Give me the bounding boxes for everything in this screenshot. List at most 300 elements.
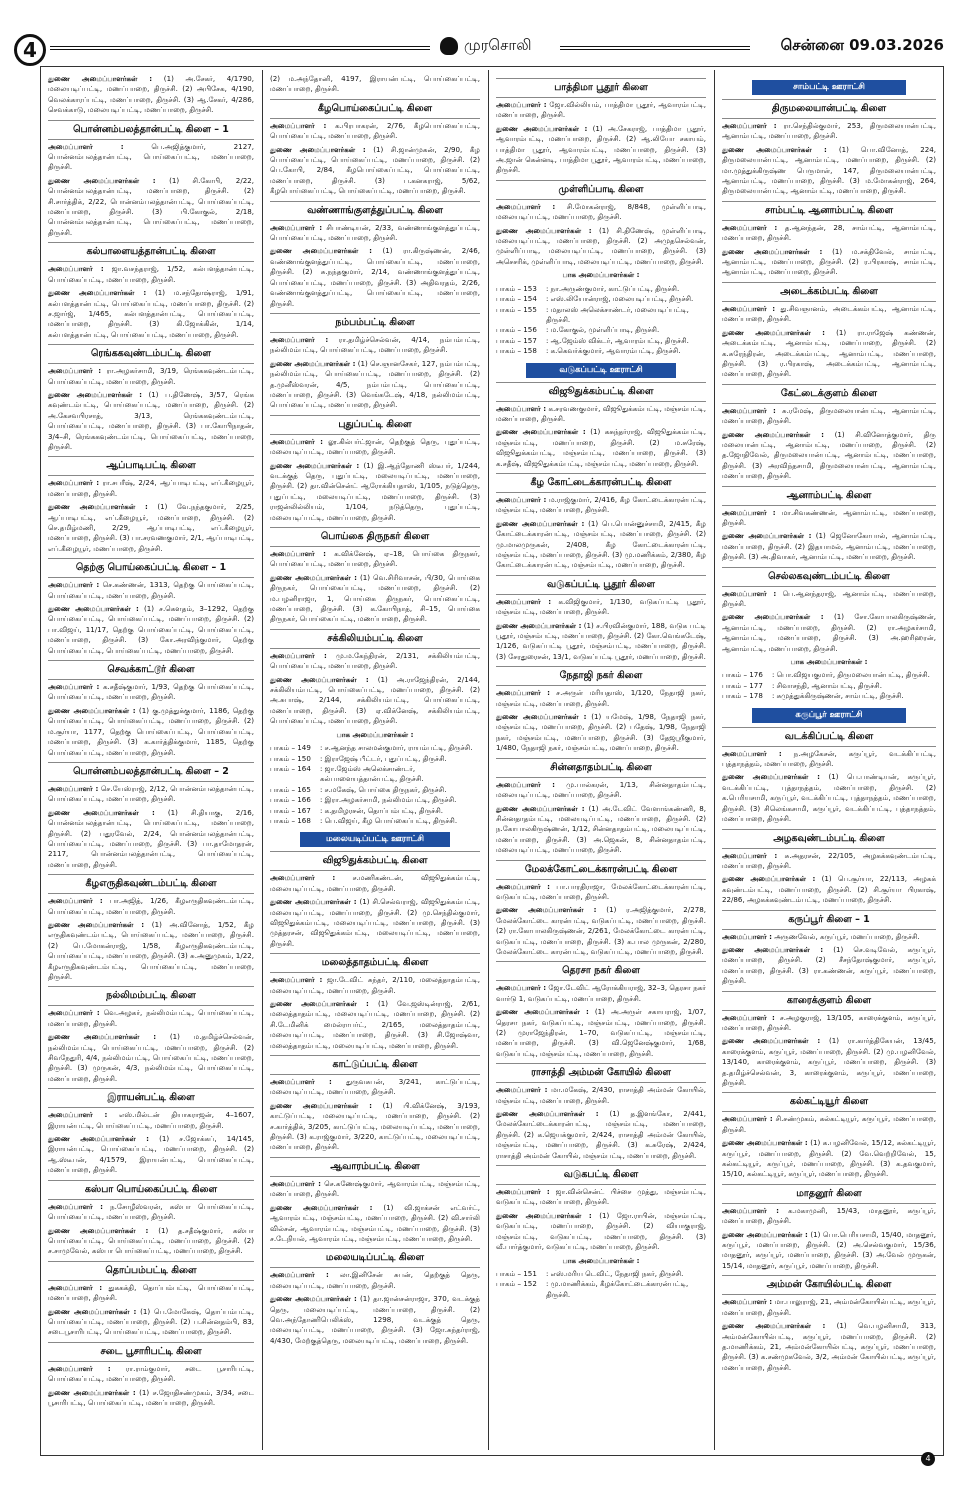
role-label: துணை அமைப்பாளர்கள் : [722,772,820,782]
branch-heading: தொப்பம்பட்டி கிளை [48,1261,254,1281]
member-entry [270,1179,480,1200]
branch-heading: ரெங்ககவுண்டம்பட்டி கிளை [48,344,254,364]
branch-heading: பாத்திமா பூதூர் கிளை [496,78,706,98]
member-entry [722,1297,936,1318]
member-text: (2) ம.அந்தோனி, 4197, இராயன்பட்டி, பொய்கைப்பட்டி, மணப்பாறை, திருச்சி. [270,74,480,94]
member-text: த.ஆனந்தன், 28, சாம்பட்டி, ஆனாம்பட்டி, மணப்பாறை, திருச்சி. [722,222,936,243]
branch-heading: மலைத்தாதம்பட்டி கிளை [270,953,480,973]
member-text: (1) வி.ஜாக்சன் எட்வர்ட், ஆவாரம்பட்டி, மஞ்சம்பட்டி, மணப்பாறை, திருச்சி. (2) வி.சார்லி வில்சன், ஆவாரம்பட்டி, மஞ்சம்பட்டி, மணப்பாறை, திருச்சி. (3) ச.டேநியல், ஆவாரம்பட்டி, மஞ்சம்பட்டி, மணப்பாறை, திருச்சி. [270,1202,480,1243]
role-label: அமைப்பாளர் : [270,1077,332,1087]
role-label: துணை அமைப்பாளர்கள் : [722,1036,821,1046]
role-label: அமைப்பாளர் : [722,1205,779,1215]
role-label: அமைப்பாளர் : [48,1363,111,1373]
branch-heading: பொய்கை திருநகர் கிளை [270,527,480,547]
role-label: அமைப்பாளர் : [496,403,547,413]
member-text: (1) பி.விக்னேஷ், 3/193, காட்டுப்பட்டி, மலையடிப்பட்டி, மணப்பாறை, திருச்சி. (2) ச.கார்த்திக், 3/205, காட்டுப்பட்டி, மலையடிப்பட்டி, மணப்பாறை, திருச்சி. (3) க.ராஜ்குமார், 3/220, காட்டுப்பட்டி, மலையடிப்பட்டி, மணப்பாறை, திருச்சி. [270,1100,480,1152]
member-entry [496,1109,706,1161]
member-entry [270,1203,480,1245]
member-entry [270,121,480,142]
role-label: அமைப்பாளர் : [48,1201,103,1211]
member-entry [496,983,706,1004]
member-entry [270,999,480,1051]
booth-list [496,284,706,357]
role-label: அமைப்பாளர் : [722,1114,773,1124]
role-label: அமைப்பாளர் : [270,873,336,883]
booth-list [496,1269,706,1300]
column-3 [490,70,712,1450]
member-text: ஜோ.டேவிட் ஆரோக்கியராஜ், 32–3, தெரசா நகர் வார்டு 1, வடுகப்பட்டி, மணப்பாறை, திருச்சி. [496,983,707,1003]
member-text: (1) ச.கௌதம், 3–1292, தெற்கு பொய்கைப்பட்டி, பொய்கைப்பட்டி, மணப்பாறை, திருச்சி. (2) பா.விஜய், 11/17, தெற்கு பொய்கைப்பட்டி, பொய்கைப்பட்டி, மணப்பாறை, திருச்சி. (3) கோ.அரவிந்குமார், தெற்கு பொய்கைப்பட்டி, பொய்கைப்பட்டி, மணப்பாறை, திருச்சி. [48,604,254,655]
role-label: துணை அமைப்பாளர்கள் : [48,74,153,83]
booth-list [270,743,480,826]
role-label: அமைப்பாளர் : [722,1012,775,1022]
booth-member: : எஸ்.லியோன்ராஜ், மலையடிப்பட்டி, திருச்சி. [546,294,694,304]
page-number-badge: 4 [14,34,46,66]
member-text: லா.இனிசேன் சுபன், தெற்குத் தெரு, மலையடிப்பட்டி, மணப்பாறை, திருச்சி. [270,1270,480,1290]
member-text: (1) ரா.ராஜேஷ் கண்ணன், அடைக்கம்பட்டி, ஆனாம்பட்டி, மணப்பாறை, திருச்சி. (2) க.சுரேந்திரன், அடைக்கம்பட்டி, ஆனாம்பட்டி, மணப்பாறை, திருச்சி. (3) ர.பிரகாஷ், அடைக்கம்பட்டி, ஆனாம்பட்டி, மணப்பாறை, திருச்சி. [722,327,937,379]
role-label: துணை அமைப்பாளர்கள் : [270,897,357,907]
branch-heading: கேட்டைக்குளம் கிளை [722,384,936,404]
member-entry [270,1101,480,1153]
member-text: செ.கண்ணன், 1313, தெற்கு பொய்கைப்பட்டி, பொய்கைப்பட்டி, மணப்பாறை, திருச்சி. [48,580,254,600]
role-label: துணை அமைப்பாளர்கள் : [496,1007,589,1017]
section-subheading: பாக அமைப்பாளர்கள் : [562,1255,640,1265]
role-label: அமைப்பாளர் : [48,1008,100,1018]
member-entry [270,873,480,894]
member-text: (1) அ.சேகராஜ், பாத்திமா பூதூர், ஆவாரம்பட்டி, மணப்பாறை, திருச்சி. (2) ஆ.லியோ சகாயம், பாத்திமா பூதூர், ஆவாரம்பட்டி, மணப்பாறை, திருச்சி. (3) அ.ஜான் கென்னடி, பாத்திமா பூதூர், ஆவாரம்பட்டி, மணப்பாறை, திருச்சி. [496,123,706,175]
branch-heading: செல்லகவுண்டம்பட்டி கிளை [722,567,936,587]
member-entry [496,882,706,903]
member-entry [496,712,706,754]
member-text: ச.அருள் மரியதாஸ், 1/120, நேதாஜி நகர், மஞ்சம்பட்டி, மணப்பாறை, திருச்சி. [496,688,706,708]
role-label: துணை அமைப்பாளர்கள் : [48,807,155,817]
role-label: துணை அமைப்பாளர்கள் : [48,705,136,715]
member-text: (1) வெ.பழனிசாமி, 313, அம்மன்கோயில்பட்டி, கருப்பூர், மணப்பாறை, திருச்சி. (2) த.மாணிக்கம், 21, அம்மன்கோயில்பட்டி, கருப்பூர், மணப்பாறை, திருச்சி. (3) க.சண்முகவேல், 3/2, அம்மன் கோயில்பட்டி, கருப்பூர், மணப்பாறை, திருச்சி. [722,1321,936,1372]
branch-heading: ஆப்பாடிபட்டி கிளை [48,456,254,476]
member-text: ஜா.வின்சென்ட் பிச்சை முத்து, மஞ்சம்பட்டி, வடுகப்பட்டி, மணப்பாறை, திருச்சி. [496,1187,706,1207]
role-label: துணை அமைப்பாளர்கள் : [270,144,366,154]
member-text: சு.ரமேஷ், திருமலையான்பட்டி, ஆனாம்பட்டி, மணப்பாறை, திருச்சி. [722,405,936,426]
member-entry [270,437,480,458]
member-entry [270,1077,480,1098]
member-entry [496,621,706,663]
booth-row [722,670,936,680]
member-text: (1) பெ.பொன்னுச்சாமி, 2/415, கீழ கோட்டைக்காரன்பட்டி, மஞ்சம்பட்டி, மணப்பாறை, திருச்சி. (2) மு.மாலமுருகன், 2/408, கீழ கோட்டைக்காரன்பட்டி, மஞ்சம்பட்டி, மணப்பாறை, திருச்சி. (3) மு.மணிக்கம், 2/380, கீழ கோட்டைக்காரன்பட்டி, மஞ்சம்பட்டி, மணப்பாறை, திருச்சி. [496,518,706,570]
member-entry [48,478,254,499]
member-text: ரா.ராம்குமார், சடை பூசாரிபட்டி, பொய்கைப்பட்டி, மணப்பாறை, திருச்சி. [48,1363,254,1384]
member-entry [722,772,936,824]
member-text: க.விஜிகுமார், 1/130, வடுகப்பட்டி பூதூர், மஞ்சம்பட்டி, மணப்பாறை, திருச்சி. [496,596,706,617]
member-text: (1) த.சதீஷ்குமார், கஸ்பா பொய்கைப்பட்டி, பொய்கைப்பட்டி, மணப்பாறை, திருச்சி. (2) ச.சாமுவேல், கஸ்பா பொய்கைப்பட்டி, மணப்பாறை, திருச்சி. [48,1225,255,1256]
member-entry [496,226,706,268]
member-text: (1) ச.ஜோதிசண்முகம், 3/34, சடை பூசாரிபட்டி, பொய்கைப்பட்டி, மணப்பாறை, திருச்சி. [48,1387,254,1407]
footer-page-number: 4 [921,1452,935,1466]
member-text: சிபாண்டியன், 2/33, வண்ணாங்குளத்துப்பட்டி, பொய்கைப்பட்டி, மணப்பாறை, திருச்சி. [270,222,480,243]
role-label: துணை அமைப்பாளர்கள் : [722,1229,808,1239]
role-label: துணை அமைப்பாளர்கள் : [722,874,816,884]
member-entry [270,359,480,411]
role-label: துணை அமைப்பாளர்கள் : [270,460,360,470]
booth-row [496,1269,706,1279]
role-label: துணை அமைப்பாளர்கள் : [48,502,148,512]
member-text: (1) இ.ஆந்தோணி ஸ்டீபர், 1/244, வடக்குத் தெரு, புதுப்பட்டி, மலையடிப்பட்டி, மணப்பாறை, திருச்சி. (2) தா.வின்சென்ட் ஆரோக்கியதாஸ், 1/105, நடுத்தெரு, புதுப்பட்டி, மலையடிப்பட்டி, மணப்பாறை, திருச்சி. (3) ராஜன்லில்லியம், 1/104, நடுத்தெரு, புதுப்பட்டி, மலையடிப்பட்டி, மணப்பாறை, திருச்சி. [270,460,480,522]
member-entry [48,1110,254,1131]
branch-heading: தெற்கு பொய்கைப்பட்டி கிளை – 1 [48,558,254,578]
booth-number: பாகம் – 154 [496,294,537,304]
member-text: வெ.அழகர், நல்லிமம்பட்டி, பொய்கைப்பட்டி, மணப்பாறை, திருச்சி. [48,1008,255,1028]
role-label: அமைப்பாளர் : [270,222,323,232]
member-entry [270,1294,480,1346]
booth-member: : ச.ஆனந்த சாலமன்குமார், ராயம்பட்டி, திருச்சி. [320,743,473,753]
booth-row [496,284,706,294]
role-label: அமைப்பாளர் : [270,549,326,558]
role-label: அமைப்பாளர் : [722,507,776,517]
branch-heading: பொன்னம்பலத்தான்பட்டி கிளை – 2 [48,762,254,782]
member-entry [270,897,480,949]
member-text: செ.கணேஷ்குமார், ஆவாரம்பட்டி, மஞ்சம்பட்டி, மணப்பாறை, திருச்சி. [270,1178,480,1199]
member-text: ச.அழகுராஜ், 13/105, காரைக்குளம், கருப்பூர், மணப்பாறை, திருச்சி. [722,1012,936,1032]
member-entry [722,328,936,380]
member-entry [270,651,480,672]
member-entry [722,1114,936,1135]
branch-heading: சின்னதாதம்பட்டி கிளை [496,758,706,778]
member-entry [270,223,480,244]
role-label: அமைப்பாளர் : [722,121,777,130]
member-text: (1) பொ.பெரியசாமி, 15/40, மாதனூர், கருப்பூர், மணப்பாறை, திருச்சி. (2) அ.செல்வகுமார், 15/36, மாதனூர், கருப்பூர், மணப்பாறை, திருச்சி. (3) அ.வேல் முருகன், 15/14, மாதனூர், கருப்பூர், மணப்பாறை, திருச்சி. [722,1229,936,1270]
role-label: துணை அமைப்பாளர்கள் : [722,429,824,439]
member-text: ஜா.டேவிட் சுந்தர், 2/110, மலைத்தாதம்பட்டி, மலையடிப்பட்டி, மணப்பாறை, திருச்சி. [270,975,480,995]
role-label: துணை அமைப்பாளர்கள் : [270,1202,373,1212]
member-entry [48,1202,254,1223]
branch-heading: சக்கிலியம்பட்டி கிளை [270,629,480,649]
member-text: (1) ஜெனோகோபால், ஆனாம்பட்டி, மணப்பாறை, திருச்சி. (2) இதயாமல், ஆனாம்பட்டி, மணப்பாறை, திருச்சி. (3) அ.திவாகர், ஆனாம்பட்டி, மணப்பாறை, திருச்சி. [722,531,936,562]
member-text: (1) அ.ராஜேந்திரன், 2/144, சக்கிலியம்பட்டி, பொய்கைப்பட்டி, மணப்பாறை, திருச்சி. (2) அ.சுபாஷ், 2/144, சக்கிலியம்பட்டி, பொய்கைப்பட்டி, மணப்பாறை, திருச்சி. (3) ஏ.விக்னேஷ், சக்கிலியம்பட்டி, பொய்கைப்பட்டி, மணப்பாறை, திருச்சி. [270,674,480,726]
member-text: து.சிவஞானம், அடைக்கம்பட்டி, ஆனாம்பட்டி, மணப்பாறை, திருச்சி. [722,303,936,324]
brand [440,36,532,56]
member-text: சி.சண்முகம், கல்கட்டியூர், கருப்பூர், மணப்பாறை, திருச்சி. [722,1114,936,1134]
member-text: (1) ரா.கார்த்திகேயன், 13/45, காரைக்குளம், கருப்பூர், மணப்பாறை, திருச்சி. (2) மு.பழனிவேல், 13/140, காரைக்குளம், கருப்பூர், மணப்பாறை, திருச்சி. (3) த.தமிழ்ச்செல்வன், 3, காரைக்குளம், கருப்பூர், மணப்பாறை, திருச்சி. [722,1036,936,1087]
member-text: (1) யமேஷ், 1/98, நேதாஜி நகர், மஞ்சம்பட்டி, மணப்பாறை, திருச்சி. (2) பதேஷ், 1/98, நேதாஜி நகர், மஞ்சம்பட்டி, மணப்பாறை, திருச்சி. (3) தேஜஸ்ரீகுமார், 1/480, நேதாஜி நகர், மஞ்சம்பட்டி, மணப்பாறை, திருச்சி. [496,712,707,753]
member-entry [270,1270,480,1291]
booth-number: பாகம் – 166 [270,795,311,805]
member-text: பெ.ஆனந்தராஜ், ஆனாம்பட்டி, மணப்பாறை, திருச்சி. [722,588,937,608]
member-text: ம.ராஜ்குமார், 2/416, கீழ கோட்டைக்காரன்பட்டி, மஞ்சம்பட்டி, மணப்பாறை, திருச்சி. [496,494,706,515]
branch-heading: வடுகப்பட்டி பூதூர் கிளை [496,575,706,595]
member-text: எஸ்.மில்டன் தியாகராஜன், 4–1607, இராயன்பட்டி, பொய்கைப்பட்டி, மணப்பாறை, திருச்சி. [48,1110,254,1130]
booth-row [270,816,480,826]
booth-member: : சிவாசந்தி, ஆனாம்பட்டி, திருச்சி. [772,680,882,690]
role-label: அமைப்பாளர் : [48,896,103,906]
booth-number: பாகம் – 149 [270,743,311,753]
role-label: அமைப்பாளர் : [722,588,777,598]
role-label: துணை அமைப்பாளர்கள் : [722,944,824,954]
member-entry [496,597,706,618]
booth-member: : க.கெவர்க்குமார், ஆவாரம்பட்டி, திருச்சி. [546,346,681,356]
member-entry [48,1032,254,1084]
branch-heading: புதுப்பட்டி கிளை [270,415,480,435]
member-entry [722,1206,936,1227]
branch-heading: மேலக்கோட்டைக்காரன்பட்டி கிளை [496,860,706,880]
member-entry [48,1307,254,1338]
booth-member: : இரா.அழகர்சாமி, நல்லிமம்பட்டி, திருச்சி. [320,795,457,805]
role-label: அமைப்பாளர் : [722,931,772,941]
rising-sun-logo-icon [440,37,458,55]
member-text: (1) சோ.கோபாலகிருஷ்ணன், ஆனாம்பட்டி, மணப்பாறை, திருச்சி. (2) ரா.அழகர்சாமி, ஆனாம்பட்டி, மணப்பாறை, திருச்சி. (3) அ.ஹரிஹரன், ஆனாம்பட்டி, மணப்பாறை, திருச்சி. [722,612,936,653]
role-label: அமைப்பாளர் : [496,983,547,993]
booth-row [270,743,480,753]
branch-heading: தெரசா நகர் கிளை [496,961,706,981]
member-entry [270,461,480,523]
member-text: மு.ம.கேந்திரன், 2/131, சக்கிலியம்பட்டி, பொய்கைப்பட்டி, மணப்பாறை, திருச்சி. [270,650,480,671]
branch-heading: மாதனூர் கிளை [722,1184,936,1204]
branch-heading: கீழபொய்கைப்பட்டி கிளை [270,99,480,119]
role-label: துணை அமைப்பாளர்கள் : [722,246,823,256]
panchayat-heading: கருப்பூர் ஊராட்சி [752,708,906,723]
booth-row [270,785,480,795]
role-label: துணை அமைப்பாளர்கள் : [48,604,139,614]
member-text: (1) க.பழனிவேல், 15/12, கல்கட்டியூர், கருப்பூர், மணப்பாறை, திருச்சி. (2) வே.வெற்றிவேல், 15, கல்கட்டியூர், கருப்பூர், மணப்பாறை, திருச்சி. (3) க.தவகுமார், 15/10, கல்கட்டியூர், கருப்பூர், மணப்பாறை, திருச்சி. [722,1138,936,1179]
role-label: துணை அமைப்பாளர்கள் : [48,1032,157,1042]
member-entry [496,404,706,425]
member-entry [270,675,480,727]
masthead [0,0,972,64]
member-text: ரா.தமிழ்ச்செல்வன், 4/14, நம்பம்பட்டி, நல்லிமம்பட்டி, பொய்கைப்பட்டி, மணப்பாறை, திருச்சி. [270,334,480,355]
role-label: துணை அமைப்பாளர்கள் : [48,1134,149,1144]
member-entry [48,366,254,387]
branch-heading: வண்ணாங்குளத்துப்பட்டி கிளை [270,201,480,221]
role-label: அமைப்பாளர் : [270,650,327,660]
booth-number: பாகம் – 177 [722,680,763,690]
booth-member: : ஆ.ஜேம்ஸ் விக்டர், ஆவாரம்பட்டி, திருச்சி. [546,335,689,345]
role-label: அமைப்பாளர் : [48,682,100,692]
role-label: அமைப்பாளர் : [722,850,778,860]
member-entry [496,519,706,571]
role-label: அமைப்பாளர் : [496,494,547,504]
column-divider [488,70,489,1450]
member-text: செ.யேஸ்ராஜ், 2/12, பொன்னம்பலத்தான்பட்டி, பொய்கைப்பட்டி, மணப்பாறை, திருச்சி. [48,783,254,804]
booth-number: பாகம் – 152 [496,1279,537,1289]
branch-heading: ஆனாம்பட்டி கிளை [722,486,936,506]
member-entry [270,975,480,996]
booth-row [496,305,706,326]
member-entry [496,688,706,709]
role-label: அமைப்பாளர் : [48,141,124,151]
member-text: ரா.சபரீஷ், 2/24, ஆப்பாடிபட்டி, எப்.கீழையூர், மணப்பாறை, திருச்சி. [48,478,254,498]
member-entry [270,145,480,197]
panchayat-heading: மலையடிப்பட்டி ஊராட்சி [300,832,450,847]
branch-heading: கீழ கோட்டைக்காரன்பட்டி கிளை [496,473,706,493]
member-entry [270,549,480,570]
member-entry [48,1226,254,1257]
booth-number: பாகம் – 155 [496,304,537,314]
booth-row [722,691,936,701]
branch-heading: விஜூதுக்கம்பட்டி கிளை [270,851,480,871]
role-label: அமைப்பாளர் : [496,1187,550,1197]
booth-member: : இராஜேஷ் பீட்டர், புதுப்பட்டி, திருச்சி. [320,753,447,763]
member-entry [722,121,936,142]
branch-heading: காட்டுப்பட்டி கிளை [270,1055,480,1075]
branch-heading: கல்கட்டியூர் கிளை [722,1092,936,1112]
member-text: துருவசுபன், 3/241, காட்டுப்பட்டி, மலையடிப்பட்டி, மணப்பாறை, திருச்சி. [270,1077,480,1097]
booth-row [496,336,706,346]
member-entry [48,1283,254,1304]
role-label: அமைப்பாளர் : [48,580,100,590]
role-label: துணை அமைப்பாளர்கள் : [48,288,147,298]
role-label: அமைப்பாளர் : [270,120,327,130]
member-text: ஜா.வசந்தராஜ், 1/52, கல்பளத்தான்பட்டி, பொய்கைப்பட்டி, மணப்பாறை, திருச்சி. [48,264,255,284]
member-text: (1) ம.சந்தோஷ்ராஜ், 1/91, கல்பளத்தான்பட்டி, பொய்கைப்பட்டி, மணப்பாறை, திருச்சி. (2) ச.ஜார்ஜ், 1/465, கல்பளத்தான்பட்டி, பொய்கைப்பட்டி, மணப்பாறை, திருச்சி. (3) கி.ஜோக்கின், 1/14, கல்பளத்தான்பட்டி, பொய்கைப்பட்டி, மணப்பாறை, திருச்சி. [48,288,254,339]
member-text: (1) செ.ஞானசேகர், 127, நம்பம்பட்டி, நல்லிமம்பட்டி, பொய்கைப்பட்டி, மணப்பாறை, திருச்சி. (2) த.முனீஸ்வரன், 4/5, நம்பம்பட்டி, பொய்கைப்பட்டி, மணப்பாறை, திருச்சி. (3) வெங்கடேஷ், 4/18, நல்லிமம்பட்டி, பொய்கைப்பட்டி, மணப்பாறை, திருச்சி. [270,358,480,410]
member-text: (1) ர.அஜித்குமார், 2/278, மேலக்கோட்டை காரன்பட்டி, வடுகப்பட்டி, மணப்பாறை, திருச்சி. (2) ரா.கோபாலகிருஷ்ணன், 2/261, மேலக்கோட்டை காரன்பட்டி, வடுகப்பட்டி, மணப்பாறை, திருச்சி. (3) க.பால முருகன், 2/280, மேலக்கோட்டை காரன்பட்டி, வடுகப்பட்டி, மணப்பாறை, திருச்சி. [496,905,706,956]
booth-row [496,346,706,356]
masthead-rule-left [50,46,430,50]
role-label: அமைப்பாளர் : [48,1282,103,1292]
member-text: (1) ரா.கிருஷ்ணன், 2/46, வண்ணாங்குளத்துப்பட்டி, பொய்கைப்பட்டி, மணப்பாறை, திருச்சி. (2) சு.நந்தகுமார், 2/14, வண்ணாங்குளத்துப்பட்டி, பொய்கைப்பட்டி, மணப்பாறை, திருச்சி. (3) அதிவரதம், 2/26, வண்ணாங்குளத்துப்பட்டி, பொய்கைப்பட்டி, மணப்பாறை, திருச்சி. [270,246,480,308]
role-label: அமைப்பாளர் : [270,1178,321,1188]
role-label: துணை அமைப்பாளர்கள் : [270,1100,372,1110]
role-label: அமைப்பாளர் : [496,688,550,698]
role-label: அமைப்பாளர் : [496,1085,548,1095]
role-label: அமைப்பாளர் : [496,596,552,606]
member-text: மா.பாலுராஜ், 21, அம்மன்கோயில்பட்டி, கருப்பூர், மணப்பாறை, திருச்சி. [722,1297,936,1317]
booth-row [270,795,480,805]
role-label: அமைப்பாளர் : [48,783,99,793]
column-divider [714,70,715,1450]
branch-heading: அடைக்கம்பட்டி கிளை [722,282,936,302]
column-1 [42,70,260,1450]
column-4 [716,70,942,1450]
member-entry [496,905,706,957]
member-entry [496,124,706,176]
member-entry [496,100,706,121]
member-entry [48,1008,254,1029]
member-entry [496,202,706,223]
member-entry [270,573,480,625]
member-text: மு.பால்கரன், 1/13, சின்னதாதம்பட்டி, மலையடிப்பட்டி, மணப்பாறை, திருச்சி. [496,779,706,800]
member-entry [270,74,480,95]
member-entry [722,612,936,654]
booth-row [270,764,480,785]
booth-number: பாகம் – 168 [270,815,311,825]
booth-member: : ச.மகேஷ், பொய்கை திருநகர், திருச்சி. [320,784,447,794]
member-entry [722,406,936,427]
role-label: அமைப்பாளர் : [722,303,776,313]
branch-heading: கல்பாளையத்தான்பட்டி கிளை [48,242,254,262]
member-entry [722,247,936,278]
role-label: துணை அமைப்பாளர்கள் : [722,1138,808,1148]
booth-member: : எஸ்.மரிய டெவிட், நேதாஜி நகர், திருச்சி. [546,1268,684,1278]
member-text: ரா.செந்தில்குமார், 253, திருமலையான்பட்டி, ஆனாம்பட்டி, மணப்பாறை, திருச்சி. [722,121,936,141]
role-label: அமைப்பாளர் : [496,779,555,789]
booth-member: : மு.மாணிக்கம், கீழக்கோட்டைக்காரன்பட்டி, திருச்சி. [546,1279,689,1299]
role-label: துணை அமைப்பாளர்கள் : [270,999,369,1008]
role-label: துணை அமைப்பாளர்கள் : [496,225,592,235]
member-text: (1) அ.அருள் சகாயராஜ், 1/07, தெரசா நகர், வடுகப்பட்டி, மஞ்சம்பட்டி, மணப்பாறை, திருச்சி. (2) முராஜேந்திரன், 1–70, வடுகப்பட்டி, மஞ்சம்பட்டி, மணப்பாறை, திருச்சி. (3) வி.ஜெனேஷ்குமார், 1/68, வடுகப்பட்டி, மஞ்சம்பட்டி, மணப்பாறை, திருச்சி. [496,1007,706,1058]
booth-number: பாகம் – 165 [270,784,311,794]
member-entry [496,780,706,801]
role-label: துணை அமைப்பாளர்கள் : [722,1321,826,1331]
role-label: அமைப்பாளர் : [48,264,104,274]
branch-heading: இராயன்பட்டி கிளை [48,1088,254,1108]
member-text: (1) சி.கோபி, 2/22, பொன்னம்பலத்தான்பட்டி, மணப்பாறை, திருச்சி. (2) சி.சார்த்திக், 2/22, பொன்னம்பலத்தான்பட்டி, பொய்கைப்பட்டி, மணப்பாறை, திருச்சி. (3) பி.கோகுல், 2/18, பொன்னம்பலத்தான்பட்டி, பொய்கைப்பட்டி, மணப்பாறை, திருச்சி. [48,175,254,237]
booth-member: : பொ.விஜயகுமார், திருமலையான்பட்டி, திருச்சி. [772,670,930,680]
member-entry [722,932,936,942]
member-text: மா.சிவகண்ணன், ஆனாம்பட்டி, மணப்பாறை, திருச்சி. [722,507,937,527]
branch-heading: கீழஎருதிகவுண்டம்பட்டி கிளை [48,874,254,894]
booth-member: : நா.அருண்குமார், காட்டுப்பட்டி, திருச்சி. [546,283,680,293]
booth-number: பாகம் – 156 [496,325,537,335]
booth-number: பாகம் – 150 [270,753,311,763]
member-text: க.சதீஷ்குமார், 1/93, தெற்கு பொய்கைப்பட்டி, பொய்கைப்பட்டி, மணப்பாறை, திருச்சி. [48,682,255,702]
member-text: (1) ப.திணேஷ், 3/57, ரெங்க கவுண்டம்பட்டி, பொய்கைப்பட்டி, மணப்பாறை, திருச்சி. (2) அ.கேசவபிரசாத், 3/13, ரெங்ககவுண்டம்பட்டி, பொய்கைப்பட்டி, மணப்பாறை, திருச்சி. (3) பா.கோபிநாதன், 3/4–சி, ரெங்ககவுண்டம்பட்டி, பொய்கைப்பட்டி, மணப்பாறை, திருச்சி. [48,389,254,451]
member-entry [48,580,254,601]
member-entry [722,1230,936,1272]
member-text: லூ.கில்பர்ட்ஜான், தெற்குத் தெரு, புதுப்பட்டி, மலையடிப்பட்டி, மணப்பாறை, திருச்சி. [270,436,480,457]
member-text: ந.சோழீஸ்வரன், கஸ்பா பொய்கைப்பட்டி, பொய்கைப்பட்டி, மணப்பாறை, திருச்சி. [48,1201,255,1222]
member-text: (1) அ.டேவிட் வேளாங்கண்ணி, 8, சின்னதாதம்பட்டி, மலையடிப்பட்டி, மணப்பாறை, திருச்சி. (2) ந.கோபாலகிருஷ்ணன், 1/12, சின்னதாதம்பட்டி, மலையடிப்பட்டி, மணப்பாறை, திருச்சி. (3) அ.ஜெகன், 8, சின்னதாதம்பட்டி, மலையடிப்பட்டி, மணப்பாறை, திருச்சி. [496,803,706,855]
member-entry [722,1036,936,1088]
member-entry [48,706,254,758]
role-label: அமைப்பாளர் : [722,1297,773,1307]
section-subheading: பாக அமைப்பாளர்கள் : [562,270,640,280]
role-label: அமைப்பாளர் : [722,405,776,415]
booth-member: : ம.கோகுல், முள்ளிப்பாடி, திருச்சி. [546,325,660,335]
role-label: அமைப்பாளர் : [722,748,782,758]
role-label: துணை அமைப்பாளர்கள் : [722,531,812,541]
role-label: அமைப்பாளர் : [48,366,102,376]
member-text: (1) தா.ஜான்சன்ராஜா, 370, வடக்குத் தெரு, மலையடிப்பட்டி, மணப்பாறை, திருச்சி. (2) வெ.அந்தோணிபெலிக்ஸ், 1298, வடக்குத் தெரு, மலையடிப்பட்டி, மணப்பாறை, திருச்சி. (3) ஜோ.சுந்தர்ராஜ், 4/430, மேற்குத்தெரு, மலையடிப்பட்டி, மணப்பாறை, திருச்சி. [270,1294,480,1345]
member-entry [496,1007,706,1059]
member-text: க.மகாமுனி, 15/43, மாதனூர், கருப்பூர், மணப்பாறை, திருச்சி. [722,1205,936,1226]
member-entry [496,495,706,516]
branch-heading: ஆவாரம்பட்டி கிளை [270,1157,480,1177]
booth-member: : சுமுத்துக்கிருஷ்ணன், சாம்பட்டி, திருச்சி. [772,691,904,701]
member-entry [722,874,936,905]
member-text: (1) பெ.பாண்டியன், கருப்பூர், வடக்கிப்பட்டி, புத்தாநத்தம், மணப்பாறை, திருச்சி. (2) க.பெரியசாமி, கருப்பூர், வடக்கிப்பட்டி, புத்தாநத்தம், மணப்பாறை, திருச்சி. (3) சிலெங்கசாமி, கருப்பூர், வடக்கிப்பட்டி, புத்தாநத்தம், மணப்பாறை, திருச்சி. [722,772,936,824]
member-text: க.விக்னேஷ், ஏ–18, பொய்கை திருநகர், பொய்கைப்பட்டி, மணப்பாறை, திருச்சி. [270,549,480,569]
member-entry [722,430,936,482]
member-text: (1) வே.நந்தகுமார், 2/25, ஆப்பாடிபட்டி, எப்.கீழையூர், மணப்பாறை, திருச்சி. (2) செ.தமிழ்மணி, 2/29, ஆப்பாடிபட்டி, எப்.கீழையூர், மணப்பாறை, திருச்சி. (3) பா.சரவணகுமார், 2/1, ஆப்பாடிபட்டி, எப்.கீழையூர், மணப்பாறை, திருச்சி. [48,502,255,553]
booth-row [270,754,480,764]
role-label: துணை அமைப்பாளர்கள் : [48,1387,136,1397]
booth-number: பாகம் – 158 [496,346,537,356]
member-text: (1) கசுந்தர்ராஜ், விஜூதுக்கம்பட்டி, மஞ்சம்பட்டி, மணப்பாறை, திருச்சி. (2) ம.சுரேஷ், விஜூதுக்கம்பட்டி, மஞ்சம்பட்டி, மணப்பாறை, திருச்சி. (3) க.சதீஷ், விஜூதுக்கம்பட்டி, மஞ்சம்பட்டி, மணப்பாறை, திருச்சி. [496,427,706,468]
member-text: (1) சி.தியாகு, 2/16, பொன்னம்பலத்தான்பட்டி, பொய்கைப்பட்டி, மணப்பாறை, திருச்சி. (2) பதுரவேல், 2/24, பொன்னம்பலத்தான்பட்டி, பொய்கைப்பட்டி, மணப்பாறை, திருச்சி. (3) பா.தாமோதரன், 2117, பொன்னம்பலத்தான்பட்டி, பொய்கைப்பட்டி, மணப்பாறை, திருச்சி. [48,807,254,869]
member-text: க.பிரபாகரன், 2/76, கீழபொய்கைப்பட்டி, பொய்கைப்பட்டி, மணப்பாறை, திருச்சி. [270,120,480,141]
member-text: (1) ம.தமிழ்ச்செல்வன், நல்லிமம்பட்டி, பொய்கைப்பட்டி, மணப்பாறை, திருச்சி. (2) சிவநேதுரி, 4/4, நல்லிமம்பட்டி, பொய்கைப்பட்டி, மணப்பாறை, திருச்சி. (3) முருகன், 4/3, நல்லிமம்பட்டி, பொய்கைப்பட்டி, மணப்பாறை, திருச்சி. [48,1032,254,1083]
member-entry [270,246,480,308]
member-entry [48,74,254,116]
branch-heading: நம்பம்பட்டி கிளை [270,313,480,333]
member-text: (1) ஜோ.ராபின், மஞ்சம்பட்டி, வடுகப்பட்டி, மணப்பாறை, திருச்சி. (2) வியாகுராஜ், மஞ்சம்பட்டி, வடுகப்பட்டி, மணப்பாறை, திருச்சி. (3) வீ.பார்த்குமார், வடுகப்பட்டி, மணப்பாறை, திருச்சி. [496,1210,706,1252]
column-divider [262,70,263,1450]
member-text: பா.அஜித், 1/26, கீழஎருதிகவுண்டம்பட்டி, பொய்கைப்பட்டி, மணப்பாறை, திருச்சி. [48,896,255,916]
branch-heading: ராசாத்தி அம்மன் கோயில் கிளை [496,1063,706,1083]
booth-number: பாகம் – 178 [722,691,763,701]
role-label: அமைப்பாளர் : [48,478,100,488]
role-label: துணை அமைப்பாளர்கள் : [48,175,156,185]
branch-heading: திருமலையான்பட்டி கிளை [722,99,936,119]
role-label: அமைப்பாளர் : [48,1110,108,1120]
member-entry [722,589,936,610]
booth-member: : க.தமிழரசன், தொப்பம்பட்டி, திருச்சி. [320,805,444,815]
branch-heading: செவக்காட்டூர் கிளை [48,660,254,680]
branch-heading: வடக்கிப்பட்டி கிளை [722,727,936,747]
booth-row [496,294,706,304]
member-entry [496,804,706,856]
role-label: அமைப்பாளர் : [270,436,323,446]
member-entry [48,604,254,656]
